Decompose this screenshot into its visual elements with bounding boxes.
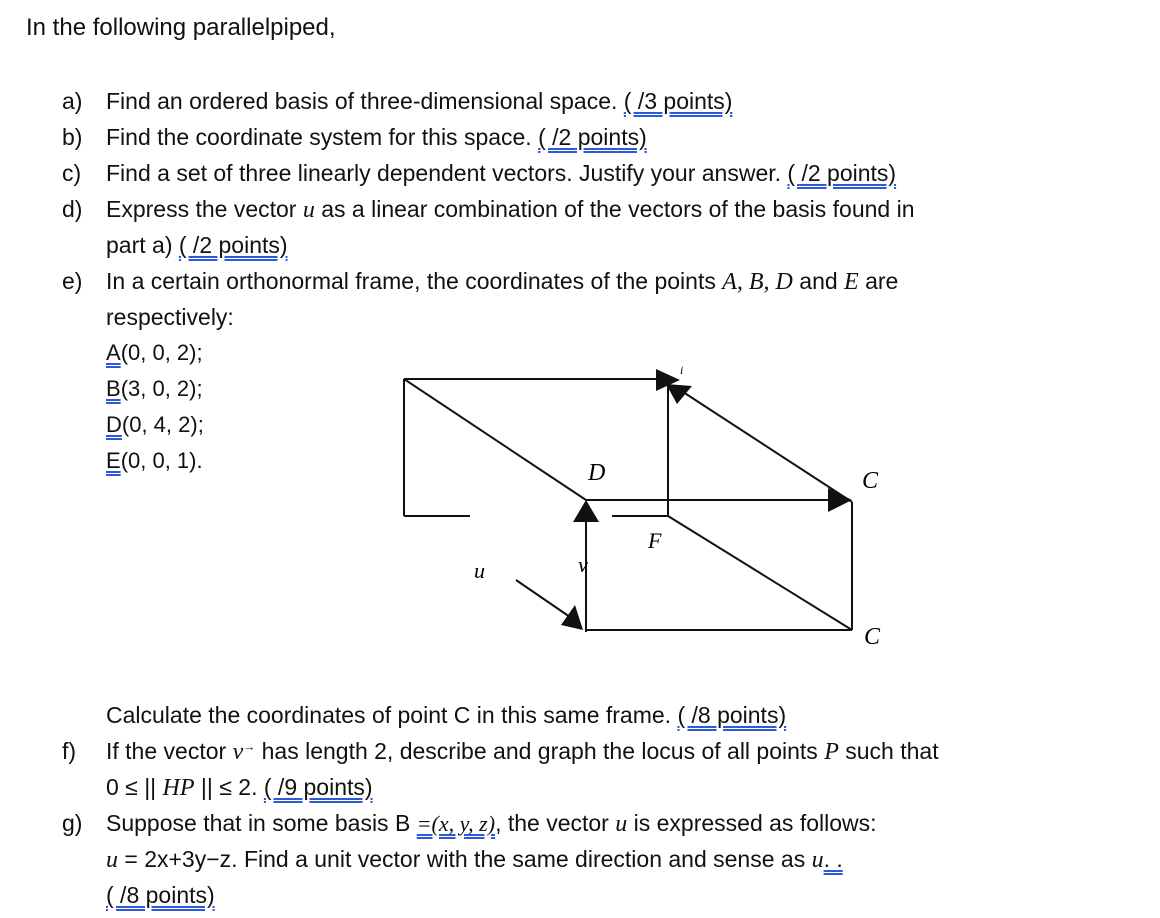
point-d-coords: (0, 4, 2);: [121, 412, 204, 437]
calc-text: Calculate the coordinates of point C in this same frame.: [106, 702, 678, 728]
question-b-points: ( /2 points): [538, 124, 647, 150]
label-c-top: C: [862, 468, 879, 494]
vector-u-line: [516, 580, 570, 617]
question-g: [62, 810, 877, 838]
question-d-text-b: as a linear combination of the vectors of the basis found in: [314, 196, 915, 222]
question-a-label: a): [62, 88, 83, 114]
question-e-text-b: and: [792, 268, 845, 294]
label-i: i: [680, 363, 684, 377]
question-f-cont: [106, 774, 373, 802]
question-b-text: Find the coordinate system for this space.: [106, 124, 539, 150]
point-a-name: A: [106, 340, 121, 365]
label-v: v⃗: [578, 552, 605, 577]
question-g-line2-text: . Find a unit vector with the same direction and sense as: [231, 846, 812, 872]
question-e-label: e): [62, 268, 83, 294]
question-e-text-a: In a certain orthonormal frame, the coordinates of the points: [106, 268, 723, 294]
label-d: D: [588, 460, 606, 486]
question-f-cont-var: HP: [162, 775, 195, 801]
question-c-label: c): [62, 160, 82, 186]
question-b-label: b): [62, 124, 83, 150]
edge-lower-diagonal: [668, 516, 852, 630]
intro-text: In the following parallelpiped,: [26, 14, 336, 41]
question-e-vars: A, B, D: [722, 269, 793, 295]
question-d-points: ( /2 points): [178, 232, 288, 258]
question-a-text: Find an ordered basis of three-dimensional space.: [106, 88, 624, 114]
question-d-cont-text: part a): [106, 232, 179, 258]
question-f-text-a: If the vector: [106, 738, 233, 764]
point-a-coords: (0, 0, 2);: [120, 340, 203, 365]
point-b-name: B: [106, 376, 121, 401]
question-c-points: ( /2 points): [787, 160, 897, 186]
question-g-var: u: [615, 811, 628, 837]
question-f-text-c: such that: [838, 738, 939, 764]
arrowhead-corner: [666, 384, 692, 404]
question-d-text-a: Express the vector: [106, 196, 303, 222]
question-g-line2-var: u: [106, 847, 118, 873]
edge-upper-diagonal: [680, 390, 852, 502]
question-g-line2-end: . .: [823, 846, 843, 872]
label-u: u⃗: [474, 558, 503, 583]
question-g-text-a: Suppose that in some basis B: [106, 810, 417, 836]
question-a-points: ( /3 points): [623, 88, 733, 114]
point-d-name: D: [106, 412, 122, 437]
question-f-var: v: [232, 739, 244, 765]
calc-points: ( /8 points): [677, 702, 787, 728]
calc-line: [106, 702, 786, 729]
question-g-text-b: , the vector: [495, 810, 616, 836]
question-g-basis: =(x, y, z): [416, 811, 496, 836]
question-g-line2-var2: u: [811, 847, 824, 873]
point-b-coords: (3, 0, 2);: [120, 376, 203, 401]
question-f: f) If the vector v→ has length 2, describe and graph the locus of all points P such that: [62, 738, 939, 765]
question-f-label: f): [62, 738, 77, 764]
question-g-line2: [106, 846, 843, 874]
question-f-cont-b: || ≤ 2.: [194, 774, 264, 800]
question-d-var: u: [302, 197, 315, 223]
arrowhead-u: [561, 605, 583, 630]
question-g-points-line: [106, 882, 215, 909]
question-e-var2: E: [844, 269, 859, 295]
question-f-points: ( /9 points): [263, 774, 373, 800]
question-g-label: g): [62, 810, 83, 836]
point-e-name: E: [106, 448, 121, 473]
label-c-bottom: C: [864, 624, 881, 650]
question-g-points: ( /8 points): [106, 882, 215, 908]
question-g-line2-expr: = 2x+3y−z: [118, 846, 232, 872]
edge-left-diagonal: [404, 379, 586, 500]
arrowhead-v-up: [573, 500, 599, 522]
question-f-text-b: has length 2, describe and graph the locus of all points: [255, 738, 825, 764]
arrowhead-right: [828, 488, 852, 512]
question-f-cont-a: 0 ≤ ||: [106, 774, 163, 800]
question-g-text-c: is expressed as follows:: [627, 810, 877, 836]
question-d-label: d): [62, 196, 83, 222]
point-e-coords: (0, 0, 1).: [120, 448, 203, 473]
question-c-text: Find a set of three linearly dependent vectors. Justify your answer.: [106, 160, 788, 186]
question-e-text-c: are: [858, 268, 899, 294]
label-f: F: [648, 528, 662, 553]
question-f-var2: P: [824, 739, 839, 765]
question-e-cont: respectively:: [106, 304, 234, 330]
